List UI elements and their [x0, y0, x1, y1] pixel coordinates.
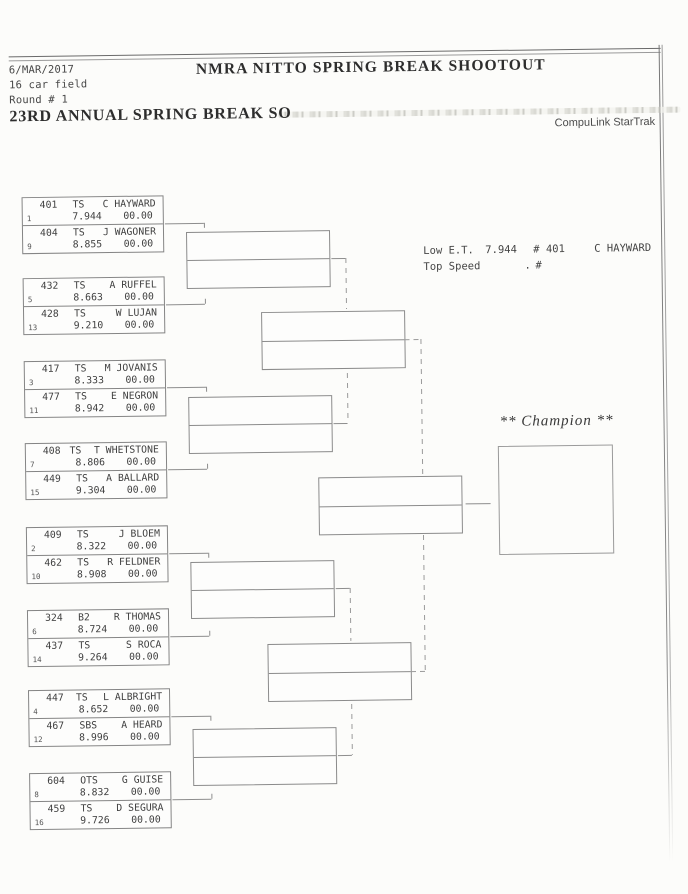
competitor-entry [23, 223, 163, 253]
connector-line [168, 469, 207, 471]
competitor-entry [26, 442, 166, 471]
connector-line [170, 636, 209, 638]
round1-match-1 [22, 195, 165, 254]
connector-line [338, 755, 352, 756]
round1-match-3 [24, 359, 167, 418]
competitor-entry [29, 716, 169, 746]
round1-match-8 [29, 771, 172, 830]
seed-number: 4 [33, 707, 38, 717]
connector-dashed [351, 704, 353, 755]
competitor-entry [30, 799, 170, 829]
car-number: 467 [46, 720, 65, 732]
low-et-car-number: # 401 [533, 243, 565, 256]
round1-match-6 [27, 608, 170, 667]
driver-name: G GUISE [121, 774, 164, 786]
competitor-entry [24, 277, 164, 306]
car-number: 604 [47, 775, 65, 787]
elapsed-time: 9.210 [73, 320, 104, 332]
connector-line [336, 588, 350, 589]
elapsed-time: 8.663 [73, 292, 103, 304]
connector-dashed [350, 588, 352, 641]
car-number: 417 [41, 363, 60, 375]
speed: 00.00 [124, 319, 155, 331]
car-number: 401 [39, 199, 58, 211]
connector-tick [209, 631, 210, 636]
seed-number: 9 [27, 242, 32, 252]
car-number: 447 [46, 692, 64, 704]
car-number: 459 [47, 803, 66, 815]
competitor-entry [25, 360, 165, 389]
elapsed-time: 8.322 [76, 541, 107, 553]
competitor-entry [27, 553, 167, 583]
car-number: 449 [43, 473, 62, 485]
connector-line [466, 503, 491, 504]
driver-name: R THOMAS [113, 611, 162, 624]
driver-name: J WAGONER [102, 226, 157, 239]
competitor-entry [26, 469, 166, 499]
driver-name: J BLOEM [118, 528, 161, 540]
low-et-label: Low E.T. [423, 244, 474, 257]
connector-tick [208, 553, 209, 558]
driver-name: A BALLARD [106, 472, 160, 485]
speed: 00.00 [124, 291, 154, 303]
competitor-entry [29, 689, 169, 718]
speed: 00.00 [130, 731, 160, 743]
car-number: 477 [42, 391, 60, 403]
driver-name: M JOVANIS [104, 362, 158, 375]
competitor-entry [28, 636, 168, 666]
connector-dashed [347, 373, 349, 423]
connector-tick [204, 223, 205, 228]
speed: 00.00 [125, 402, 156, 414]
driver-name: S ROCA [125, 639, 162, 651]
elapsed-time: 7.944 [72, 211, 102, 223]
champion-box [498, 444, 614, 554]
connector-line [166, 304, 205, 306]
competitor-entry [30, 772, 170, 801]
top-speed-label: Top Speed [423, 260, 481, 273]
elapsed-time: 8.855 [72, 239, 103, 251]
seed-number: 1 [26, 214, 32, 224]
connector-line [167, 387, 206, 389]
car-number: 408 [42, 445, 61, 457]
class-code: TS [72, 199, 85, 211]
quarterfinal-box-1 [186, 230, 331, 289]
connector-line [165, 223, 204, 225]
car-number: 409 [43, 529, 62, 541]
seed-number: 2 [31, 544, 36, 554]
class-code: TS [75, 692, 88, 704]
elapsed-time: 8.652 [78, 704, 109, 716]
connector-tick [206, 387, 207, 392]
competitor-entry [25, 387, 165, 417]
competitor-entry [23, 196, 163, 225]
connector-line [331, 258, 345, 259]
speed: 00.00 [128, 651, 159, 663]
elapsed-time: 8.333 [74, 375, 105, 387]
event-title: NMRA NITTO SPRING BREAK SHOOTOUT [195, 56, 546, 78]
driver-name: L ALBRIGHT [103, 691, 163, 704]
seed-number: 11 [29, 405, 39, 416]
elapsed-time: 9.726 [80, 815, 110, 827]
connector-tick [211, 794, 212, 799]
elapsed-time: 9.264 [77, 652, 108, 664]
speed: 00.00 [126, 484, 157, 496]
connector-line [169, 553, 208, 555]
connector-dashed [411, 671, 427, 672]
speed: 00.00 [127, 568, 158, 580]
speed: 00.00 [125, 374, 156, 386]
car-number: 428 [40, 308, 59, 320]
speed: 00.00 [123, 210, 153, 222]
seed-number: 14 [32, 654, 42, 665]
seed-number: 6 [32, 627, 37, 637]
driver-name: D SEGURA [116, 802, 164, 815]
elapsed-time: 8.806 [75, 457, 106, 469]
car-number: 432 [40, 280, 59, 292]
class-code: SBS [79, 720, 98, 732]
driver-name: R FELDNER [107, 556, 161, 569]
seed-number: 10 [31, 571, 41, 582]
seed-number: 12 [33, 734, 43, 745]
elapsed-time: 8.908 [76, 569, 107, 581]
connector-dashed [345, 258, 347, 309]
connector-line [334, 423, 348, 424]
elapsed-time: 9.304 [75, 485, 106, 497]
timing-system-brand: CompuLink StarTrak [554, 115, 656, 130]
quarterfinal-box-4 [193, 727, 338, 786]
elapsed-time: 8.942 [74, 403, 105, 415]
connector-tick [207, 464, 208, 469]
class-code: TS [76, 473, 89, 485]
seed-number: 7 [29, 460, 35, 470]
round1-match-4 [25, 441, 168, 500]
top-speed-value: . [524, 259, 531, 272]
elapsed-time: 8.996 [79, 732, 109, 744]
class-code: TS [73, 308, 86, 320]
car-number: 437 [45, 640, 64, 652]
seed-number: 8 [34, 790, 39, 800]
seed-number: 16 [34, 817, 44, 828]
competitor-entry [28, 609, 168, 638]
connector-tick [205, 299, 206, 304]
class-code: TS [80, 803, 93, 815]
speed: 00.00 [123, 238, 154, 250]
quarterfinal-box-2 [188, 395, 333, 454]
round1-match-7 [28, 688, 171, 747]
competitor-entry [27, 526, 167, 555]
speed: 00.00 [129, 703, 160, 715]
seed-number: 13 [28, 323, 38, 333]
event-date: 6/MAR/2017 [8, 63, 75, 77]
driver-name: A RUFFEL [109, 279, 157, 292]
round1-match-5 [26, 525, 169, 584]
event-subtitle: 23RD ANNUAL SPRING BREAK SO [9, 104, 292, 126]
page-right-edge-line [659, 45, 671, 863]
class-code: TS [77, 557, 90, 569]
driver-name: A HEARD [121, 719, 163, 731]
round-number: Round # 1 [9, 93, 69, 107]
quarterfinal-box-3 [190, 560, 335, 619]
elapsed-time: 8.724 [77, 624, 108, 636]
class-code: TS [76, 529, 89, 541]
car-number: 404 [39, 227, 58, 239]
elapsed-time: 8.832 [79, 787, 110, 799]
class-code: OTS [80, 775, 98, 787]
connector-dashed [423, 535, 426, 671]
car-number: 324 [44, 612, 63, 624]
connector-tick [210, 716, 211, 721]
competitor-entry [24, 304, 164, 334]
speed: 00.00 [127, 540, 158, 552]
speed: 00.00 [128, 623, 159, 635]
semifinal-box-2 [267, 642, 412, 702]
class-code: TS [74, 363, 87, 375]
class-code: TS [73, 280, 86, 292]
final-box [318, 475, 463, 535]
class-code: TS [69, 445, 82, 457]
connector-line [172, 799, 211, 801]
speed: 00.00 [131, 814, 161, 826]
class-code: TS [78, 640, 91, 652]
car-number: 462 [44, 557, 63, 569]
seed-number: 15 [30, 487, 40, 498]
semifinal-box-1 [261, 310, 406, 370]
class-code: B2 [77, 612, 90, 624]
speed: 00.00 [126, 456, 157, 468]
connector-line [171, 716, 210, 718]
seed-number: 5 [27, 295, 33, 305]
seed-number: 3 [28, 378, 34, 388]
low-et-driver: C HAYWARD [594, 241, 652, 255]
driver-name: C HAYWARD [102, 198, 156, 211]
top-speed-car-number: # [535, 259, 542, 272]
driver-name: W LUJAN [115, 307, 158, 319]
speed: 00.00 [130, 786, 161, 798]
connector-dashed [404, 339, 420, 340]
driver-name: T WHETSTONE [93, 444, 159, 457]
driver-name: E NEGRON [110, 390, 159, 403]
class-code: TS [75, 391, 88, 403]
field-size: 16 car field [8, 78, 88, 92]
class-code: TS [72, 227, 85, 239]
champion-label: ** Champion ** [499, 412, 614, 430]
connector-dashed [420, 339, 423, 475]
low-et-value: 7.944 [485, 243, 517, 257]
round1-match-2 [23, 276, 166, 335]
